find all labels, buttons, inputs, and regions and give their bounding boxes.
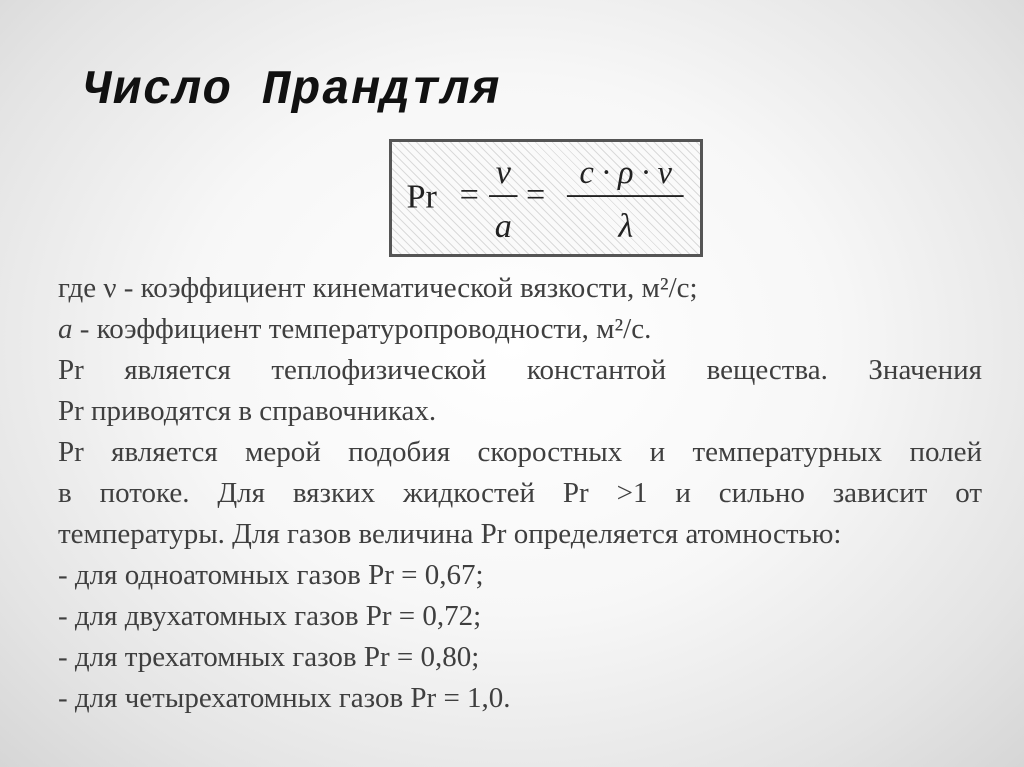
formula-box [389,139,703,257]
nu-symbol: ν [103,272,117,304]
definition-line-nu [58,268,982,309]
definition-line-a [58,309,982,350]
paragraph-line: Pr приводятся в справочниках. [58,395,437,427]
formula-equals-2: = [526,176,546,214]
formula-frac1-denominator: a [494,207,512,245]
paragraph-line: температуры. Для газов величина Pr определяется атомностью: [58,518,842,550]
formula-frac2-numerator: c · ρ · ν [579,153,672,190]
prandtl-formula [392,142,700,254]
formula-lhs: Pr [406,178,437,216]
formula-equals-1: = [459,176,479,214]
list-item: - для двухатомных газов Pr = 0,72; [58,600,482,632]
line-text: - коэффициент кинематической вязкости, м²/с; [116,272,698,304]
paragraph-line: в потоке. Для вязких жидкостей Pr >1 и сильно зависит от [58,477,982,509]
list-item: - для трехатомных газов Pr = 0,80; [58,641,480,673]
a-symbol: a [58,313,73,345]
line-text: - коэффициент температуропроводности, м²/с. [72,313,652,345]
paragraph-line: Pr является теплофизической константой вещества. Значения [58,354,982,386]
list-item: - для четырехатомных газов Pr = 1,0. [58,682,511,714]
line-prefix: где [58,272,104,304]
formula-frac1-numerator: ν [495,153,511,191]
body-text [58,268,982,719]
slide-title: Число Прандтля [83,64,501,118]
list-item: - для одноатомных газов Pr = 0,67; [58,559,484,591]
formula-frac2-denominator: λ [618,207,634,245]
paragraph-line: Pr является мерой подобия скоростных и температурных полей [58,436,982,468]
